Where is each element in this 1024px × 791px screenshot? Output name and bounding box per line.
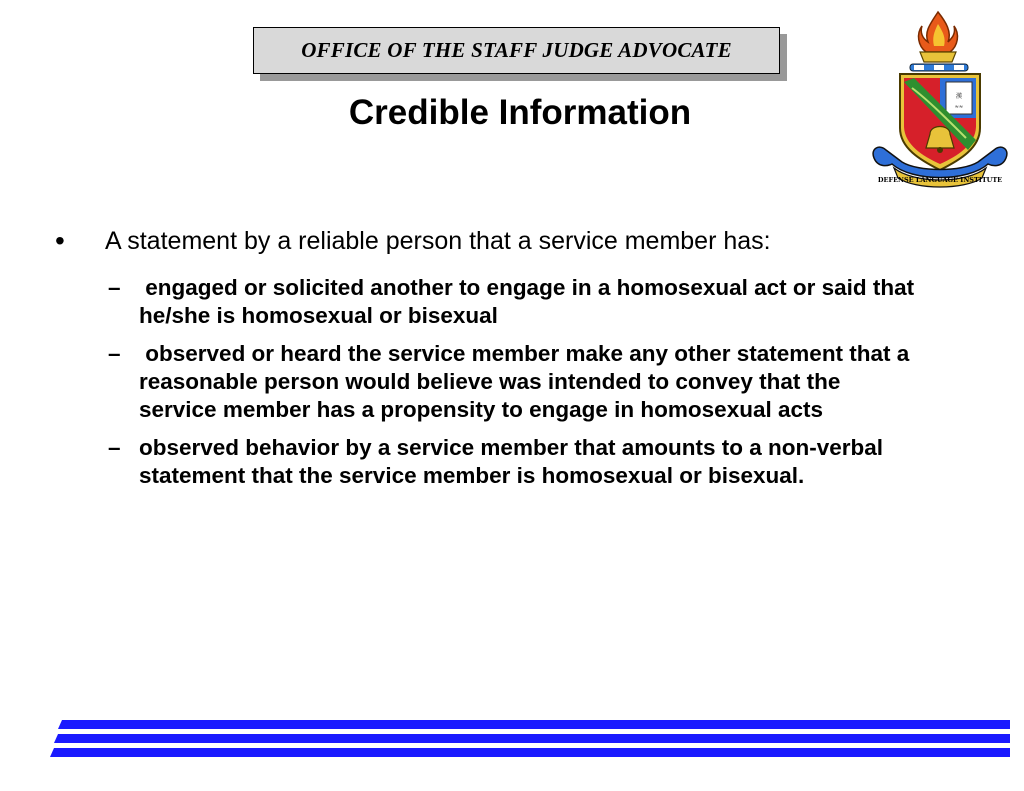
sub-bullet-text: engaged or solicited another to engage in a homosexual act or said that he/she is homosexual or bisexual bbox=[139, 275, 921, 328]
main-bullet-text: A statement by a reliable person that a service member has: bbox=[105, 227, 771, 255]
footer-stripe-bottom bbox=[50, 748, 1010, 757]
dash-icon: – bbox=[108, 435, 121, 460]
footer-stripes bbox=[0, 712, 1024, 762]
slide-title: Credible Information bbox=[348, 93, 692, 132]
svg-text:漢: 漢 bbox=[955, 93, 963, 100]
svg-text:DEFENSE LANGUAGE INSTITUTE: DEFENSE LANGUAGE INSTITUTE bbox=[877, 176, 1003, 184]
dash-icon: – bbox=[108, 341, 121, 366]
sub-bullet-text: observed or heard the service member make any other statement that a reasonable person would believe was intended to convey that the service member has a propensity to engage in homosexual acts bbox=[139, 341, 916, 422]
sub-bullet-item bbox=[108, 274, 921, 330]
main-bullet bbox=[55, 227, 771, 256]
footer-stripe-middle bbox=[54, 734, 1010, 743]
sub-bullet-item bbox=[108, 340, 918, 424]
sub-bullet-text: observed behavior by a service member that amounts to a non-verbal statement that the service member is homosexual or bisexual. bbox=[139, 435, 883, 488]
svg-text:≈≈: ≈≈ bbox=[954, 104, 964, 110]
footer-stripe-top bbox=[58, 720, 1010, 729]
defense-language-institute-crest-icon bbox=[868, 8, 1010, 193]
bullet-icon: • bbox=[55, 225, 65, 256]
office-title: OFFICE OF THE STAFF JUDGE ADVOCATE bbox=[301, 38, 732, 62]
dash-icon: – bbox=[108, 275, 121, 300]
sub-bullet-list bbox=[108, 274, 921, 500]
sub-bullet-item bbox=[108, 434, 918, 490]
office-banner bbox=[253, 27, 780, 74]
